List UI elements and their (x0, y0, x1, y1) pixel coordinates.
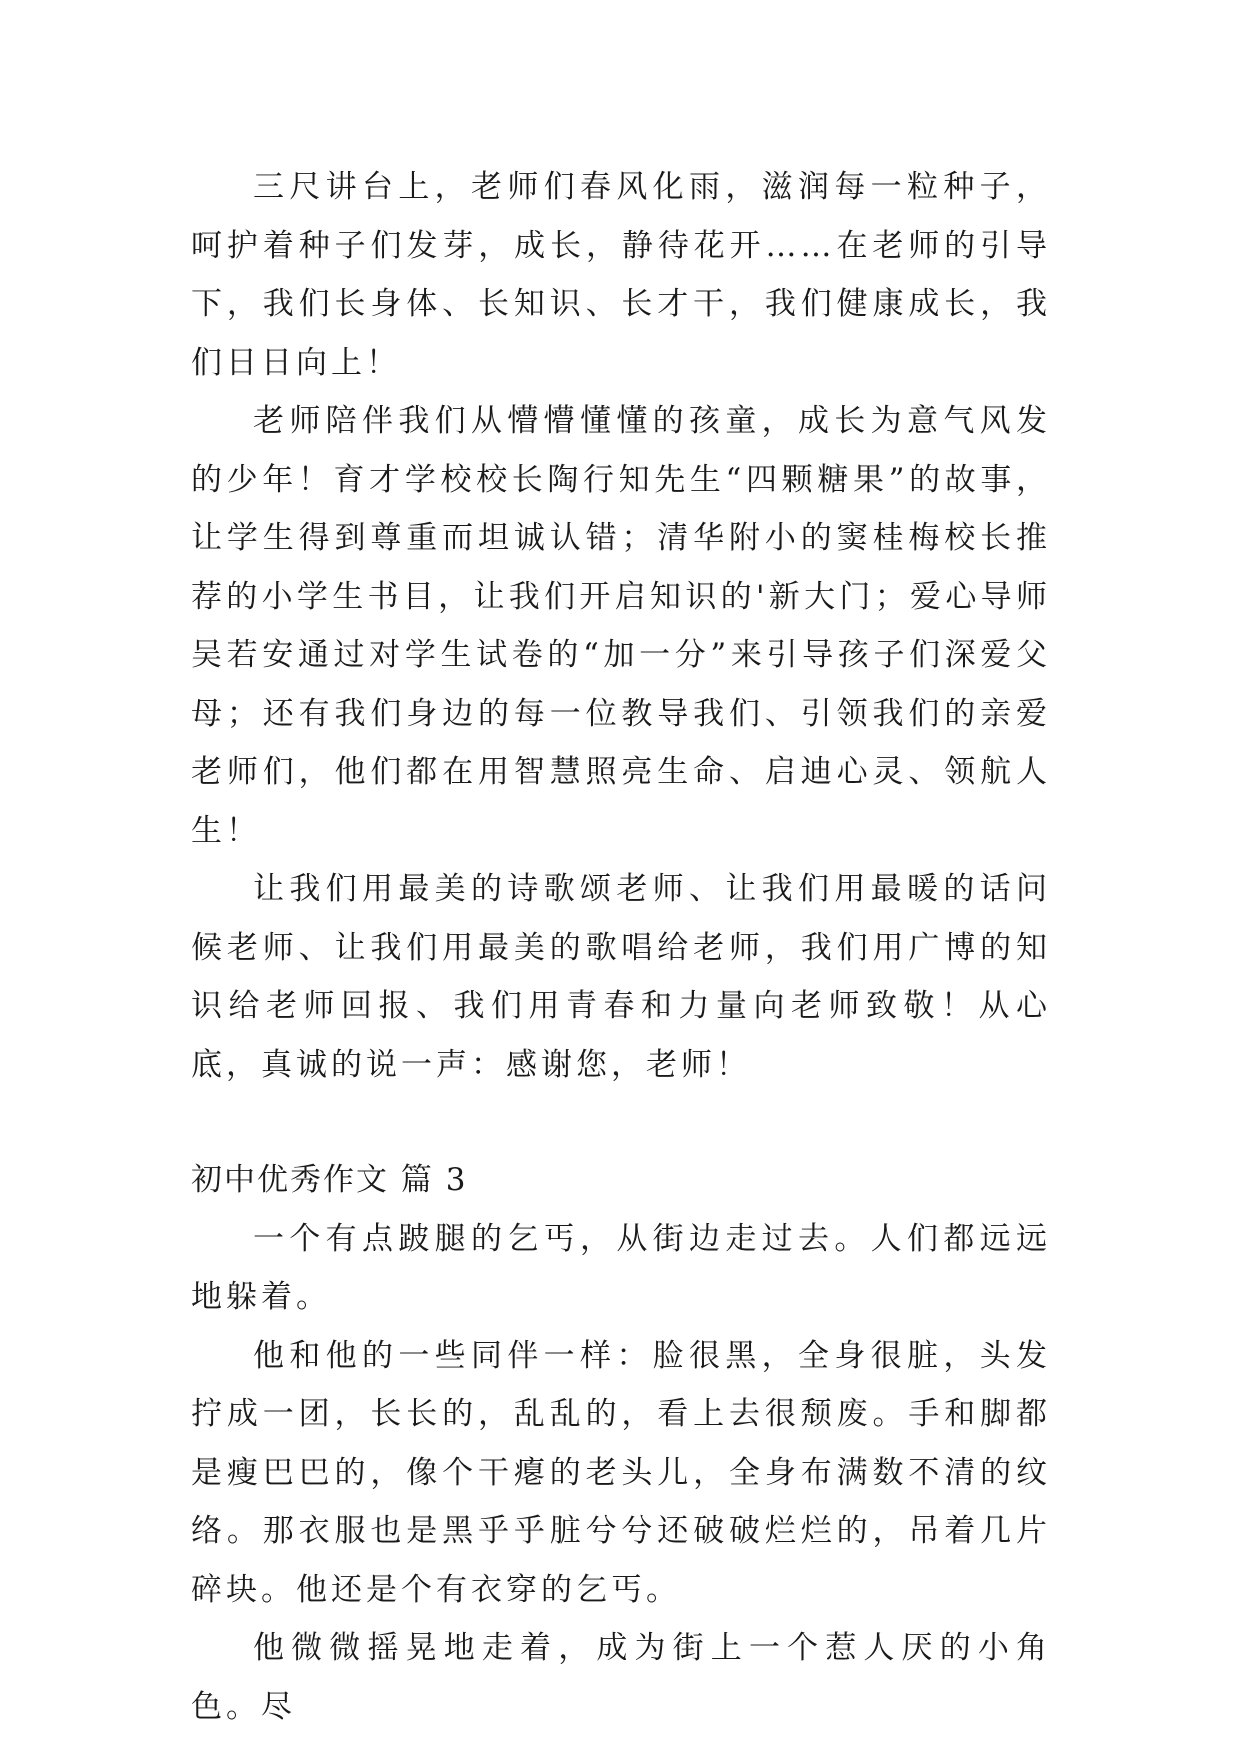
paragraph-4: 一个有点跛腿的乞丐，从街边走过去。人们都远远地躲着。 (191, 1220, 1051, 1315)
section-heading: 初中优秀作文 篇 3 (191, 1162, 468, 1198)
paragraph-3: 让我们用最美的诗歌颂老师、让我们用最暖的话问候老师、让我们用最美的歌唱给老师，我们用广博的知识给老师回报、我们用青春和力量向老师致敬！从心底，真诚的说一声：感谢您，老师！ (191, 871, 1051, 1083)
paragraph-1: 三尺讲台上，老师们春风化雨，滋润每一粒种子，呵护着种子们发芽，成长，静待花开……在老师的引导下，我们长身体、长知识、长才干，我们健康成长，我们日日向上！ (191, 169, 1051, 381)
paragraph-5: 他和他的一些同伴一样：脸很黑，全身很脏，头发拧成一团，长长的，乱乱的，看上去很颓废。手和脚都是瘦巴巴的，像个干瘪的老头儿，全身布满数不清的纹络。那衣服也是黑乎乎脏兮兮还破破烂烂的，吊着几片碎块。他还是个有衣穿的乞丐。 (191, 1337, 1051, 1608)
paragraph-6: 他微微摇晃地走着，成为街上一个惹人厌的小角色。尽 (191, 1630, 1051, 1725)
paragraph-2: 老师陪伴我们从懵懵懂懂的孩童，成长为意气风发的少年！育才学校校长陶行知先生“四颗糖果”的故事，让学生得到尊重而坦诚认错；清华附小的窦桂梅校长推荐的小学生书目，让我们开启知识的'新大门；爱心导师吴若安通过对学生试卷的“加一分”来引导孩子们深爱父母；还有我们身边的每一位教导我们、引领我们的亲爱老师们，他们都在用智慧照亮生命、启迪心灵、领航人生！ (191, 403, 1051, 849)
document-body (191, 158, 1051, 1736)
